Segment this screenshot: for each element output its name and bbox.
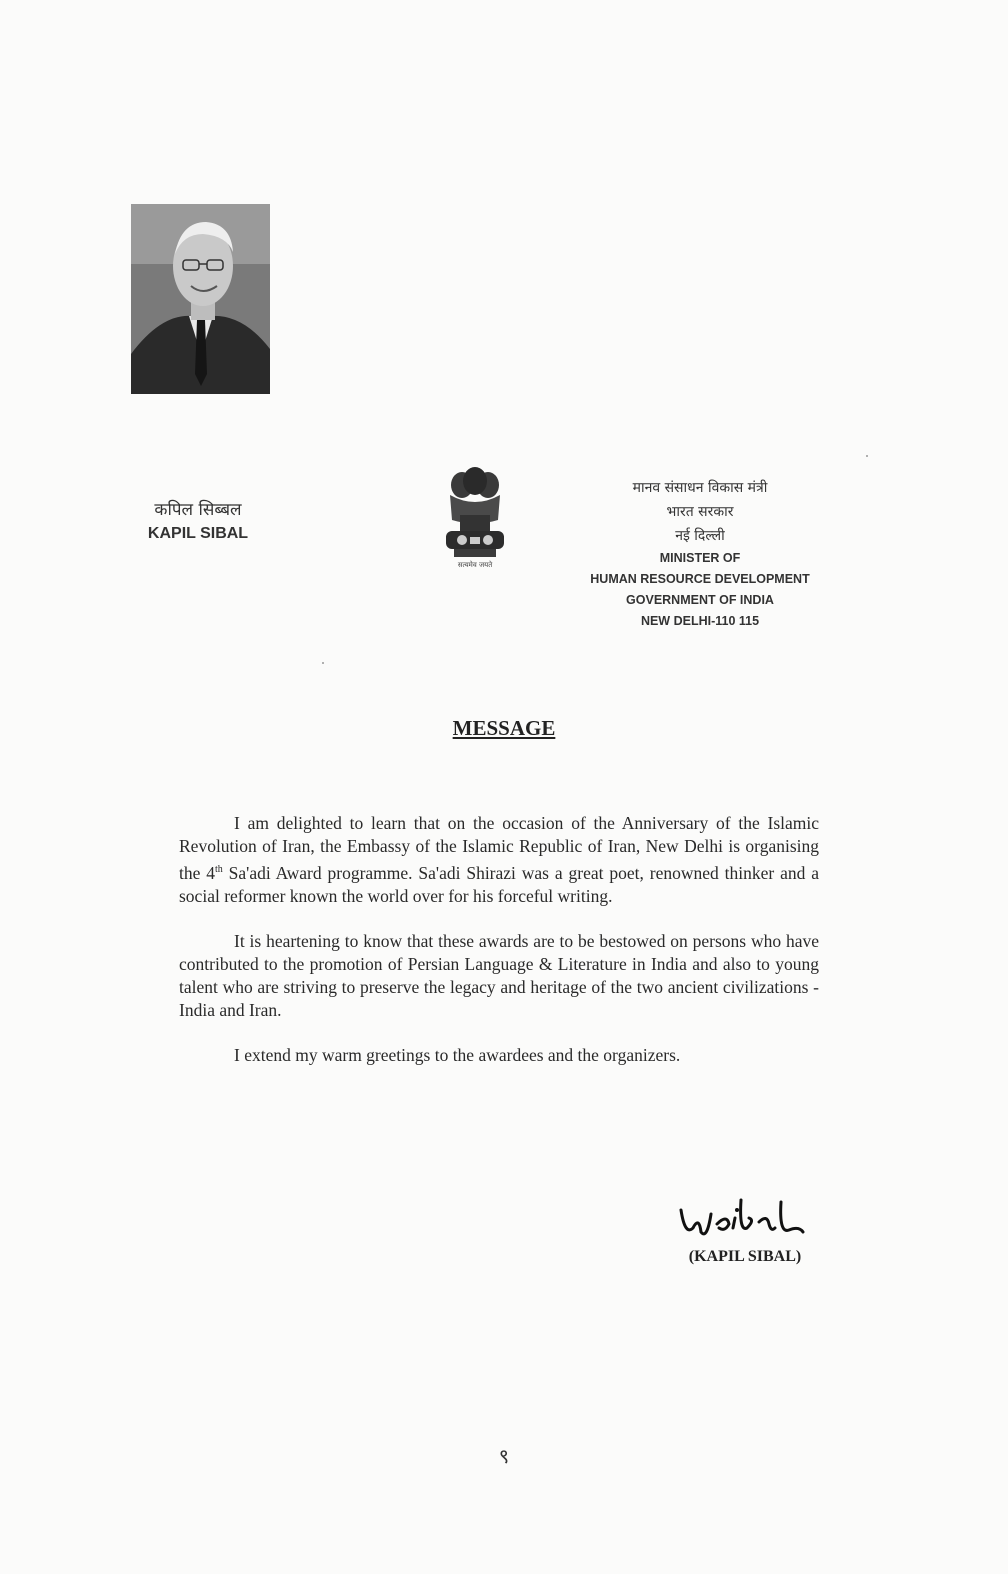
paragraph-3: I extend my warm greetings to the awardees and the organizers. — [234, 1044, 681, 1065]
page-number: ९ — [498, 1444, 510, 1468]
office-english-line: GOVERNMENT OF INDIA — [626, 593, 774, 607]
message-body — [179, 812, 819, 1089]
office-english-line: NEW DELHI-110 115 — [640, 614, 760, 628]
office-hindi-line: भारत सरकार — [666, 504, 734, 520]
paragraph-2: It is heartening to know that these awards are to be bestowed on persons who have contributed to the promotion of Persian Language & Literature in India and also to young talent who are striving to preserve the legacy and heritage of the two ancient civilizations - India and Iran. — [179, 930, 819, 1020]
scan-speck — [322, 662, 324, 664]
signatory-name: (KAPIL SIBAL) — [688, 1248, 802, 1265]
scan-speck — [866, 455, 868, 457]
office-english-line: MINISTER OF — [659, 551, 741, 565]
emblem-motto: सत्यमेव जयते — [457, 561, 493, 569]
national-emblem-icon — [440, 465, 510, 565]
message-heading: MESSAGE — [452, 716, 556, 740]
office-hindi-line: नई दिल्ली — [675, 528, 725, 544]
portrait-photo — [131, 204, 270, 394]
office-address-block — [560, 476, 840, 632]
name-hindi: कपिल सिब्बल — [154, 500, 242, 520]
office-english-line: HUMAN RESOURCE DEVELOPMENT — [590, 572, 810, 586]
office-hindi-line: मानव संसाधन विकास मंत्री — [632, 480, 768, 496]
paragraph-1-text-cont: Sa'adi Award programme. Sa'adi Shirazi was a great poet, renowned thinker and a social reformer known the world over for his forceful writing. — [179, 862, 819, 906]
ordinal-suffix: th — [215, 864, 223, 875]
paragraph-1-text: I am delighted to learn that on the occasion of the Anniversary of the Islamic Revolution of Iran, the Embassy of the Islamic Republic of Iran, New Delhi is organising the 4 — [179, 813, 819, 883]
name-english: KAPIL SIBAL — [147, 525, 249, 542]
handwritten-signature — [675, 1188, 815, 1243]
paragraph-1 — [179, 812, 819, 908]
